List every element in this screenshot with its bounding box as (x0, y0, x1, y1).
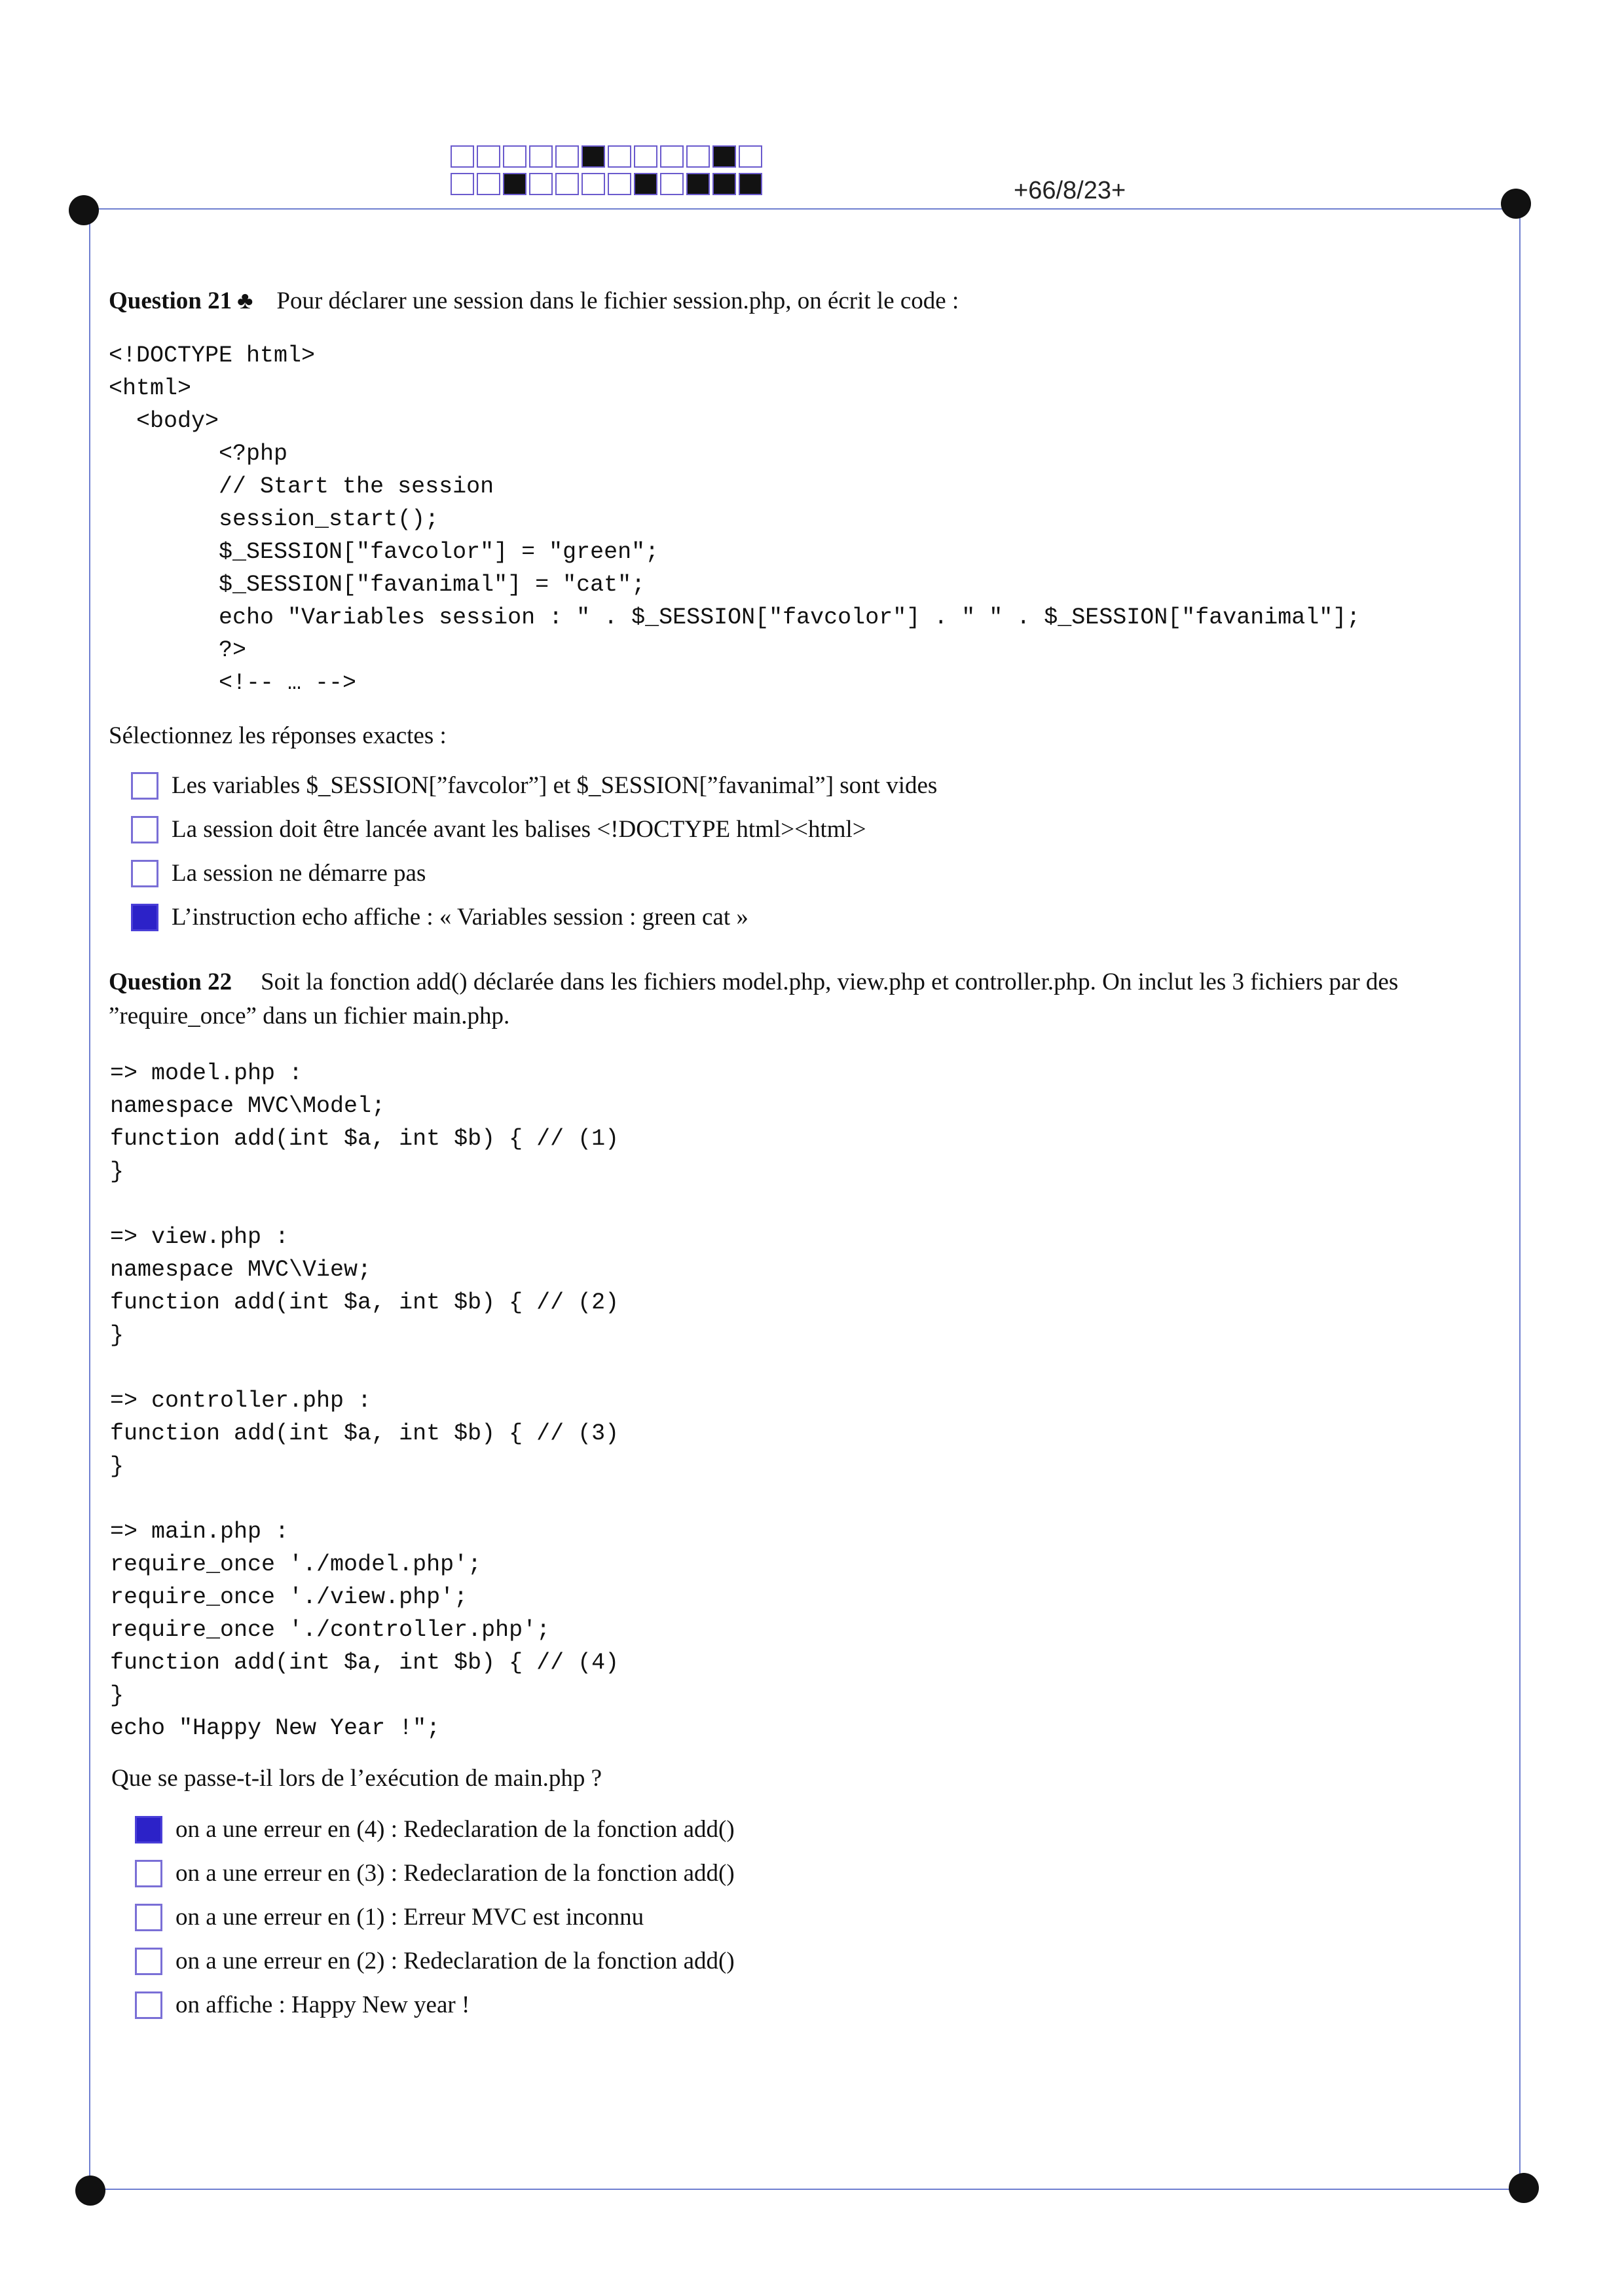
answer-checkbox[interactable] (131, 816, 158, 843)
answer-option[interactable] (131, 807, 937, 851)
question-21-code: <!DOCTYPE html> <html> <body> <?php // Start the session session_start(); $_SESSION["favcolor"] = "green"; $_SESSION["favanimal"] = "cat"; echo "Variables session : " . $_SESSION["favcolor"] . " " . $_SESSION["favanimal"]; ?> <!-- … --> (109, 343, 1361, 696)
question-22-label: Question 22 (109, 969, 232, 995)
code-box (686, 145, 710, 168)
code-box (739, 173, 762, 195)
code-box-row (451, 173, 765, 198)
code-box (634, 173, 657, 195)
answer-text: Les variables $_SESSION[”favcolor”] et $_SESSION[”favanimal”] sont vides (172, 772, 938, 799)
code-box (581, 145, 605, 168)
code-box (712, 173, 736, 195)
answer-text: on a une erreur en (2) : Redeclaration de la fonction add() (175, 1948, 735, 1974)
code-box (477, 173, 500, 195)
code-box (451, 173, 474, 195)
answer-checkbox[interactable] (135, 1948, 162, 1975)
answer-option[interactable] (131, 851, 937, 895)
question-21-answers (131, 764, 937, 939)
answer-text: on a une erreur en (3) : Redeclaration de la fonction add() (175, 1860, 735, 1887)
answer-option[interactable] (135, 1807, 735, 1851)
question-22-answers (135, 1807, 735, 2027)
code-box (608, 145, 631, 168)
answer-text: La session doit être lancée avant les balises <!DOCTYPE html><html> (172, 816, 866, 843)
code-box (608, 173, 631, 195)
answer-option[interactable] (135, 1895, 735, 1939)
code-box (686, 173, 710, 195)
answer-option[interactable] (135, 1983, 735, 2027)
question-21-label: Question 21 (109, 287, 232, 314)
frame-left-line (89, 208, 90, 2190)
code-box (529, 173, 553, 195)
answer-checkbox[interactable] (135, 1991, 162, 2019)
frame-right-line (1519, 208, 1521, 2190)
answer-checkbox[interactable] (135, 1860, 162, 1887)
answer-text: on affiche : Happy New year ! (175, 1991, 470, 2018)
code-box (555, 173, 579, 195)
answer-text: on a une erreur en (1) : Erreur MVC est inconnu (175, 1904, 644, 1931)
question-21-heading (109, 284, 1510, 318)
answer-option[interactable] (135, 1939, 735, 1983)
corner-mark-top-right (1501, 189, 1531, 219)
answer-option[interactable] (135, 1851, 735, 1895)
code-box (739, 145, 762, 168)
code-box (555, 145, 579, 168)
answer-text: La session ne démarre pas (172, 860, 426, 887)
code-box (503, 145, 526, 168)
answer-option[interactable] (131, 895, 937, 939)
code-box (660, 145, 684, 168)
question-22-heading (109, 965, 1510, 1033)
code-box (451, 145, 474, 168)
code-box (503, 173, 526, 195)
frame-top-line (89, 208, 1519, 210)
code-box (634, 145, 657, 168)
answer-text: L’instruction echo affiche : « Variables session : green cat » (172, 904, 748, 931)
corner-mark-top-left (69, 195, 99, 225)
code-box (581, 173, 605, 195)
code-box (712, 145, 736, 168)
page-code-boxes (451, 145, 765, 200)
code-box (660, 173, 684, 195)
answer-checkbox-checked[interactable] (135, 1816, 162, 1843)
frame-bottom-line (89, 2189, 1526, 2190)
answer-checkbox[interactable] (135, 1904, 162, 1931)
question-22-code: => model.php : namespace MVC\Model; function add(int $a, int $b) { // (1) } => view.php : namespace MVC\View; function add(int $a, int $b) { // (2) } => controller.php : function add(int $a, int $b) { // (3) } => main.php : require_once './model.php'; require_once './view.php'; require_once './controller.php'; function add(int $a, int $b) { // (4) } echo "Happy New Year !"; (110, 1060, 619, 1741)
code-box (477, 145, 500, 168)
club-icon: ♣ (237, 287, 253, 314)
corner-mark-bottom-left (75, 2176, 105, 2206)
code-box (529, 145, 553, 168)
corner-mark-bottom-right (1509, 2173, 1539, 2203)
question-22-prompt: Que se passe-t-il lors de l’exécution de main.php ? (111, 1765, 602, 1792)
page-number: +66/8/23+ (1014, 177, 1126, 204)
question-22-statement: Soit la fonction add() déclarée dans les fichiers model.php, view.php et controller.php. On inclut les 3 fichiers par des ”require_once” dans un fichier main.php. (109, 969, 1399, 1029)
answer-checkbox[interactable] (131, 772, 158, 800)
answer-text: on a une erreur en (4) : Redeclaration de la fonction add() (175, 1816, 735, 1843)
question-21-statement: Pour déclarer une session dans le fichier session.php, on écrit le code : (276, 287, 959, 314)
answer-checkbox-checked[interactable] (131, 904, 158, 931)
code-box-row (451, 145, 765, 170)
answer-option[interactable] (131, 764, 937, 807)
question-21-prompt: Sélectionnez les réponses exactes : (109, 722, 447, 749)
answer-checkbox[interactable] (131, 860, 158, 887)
